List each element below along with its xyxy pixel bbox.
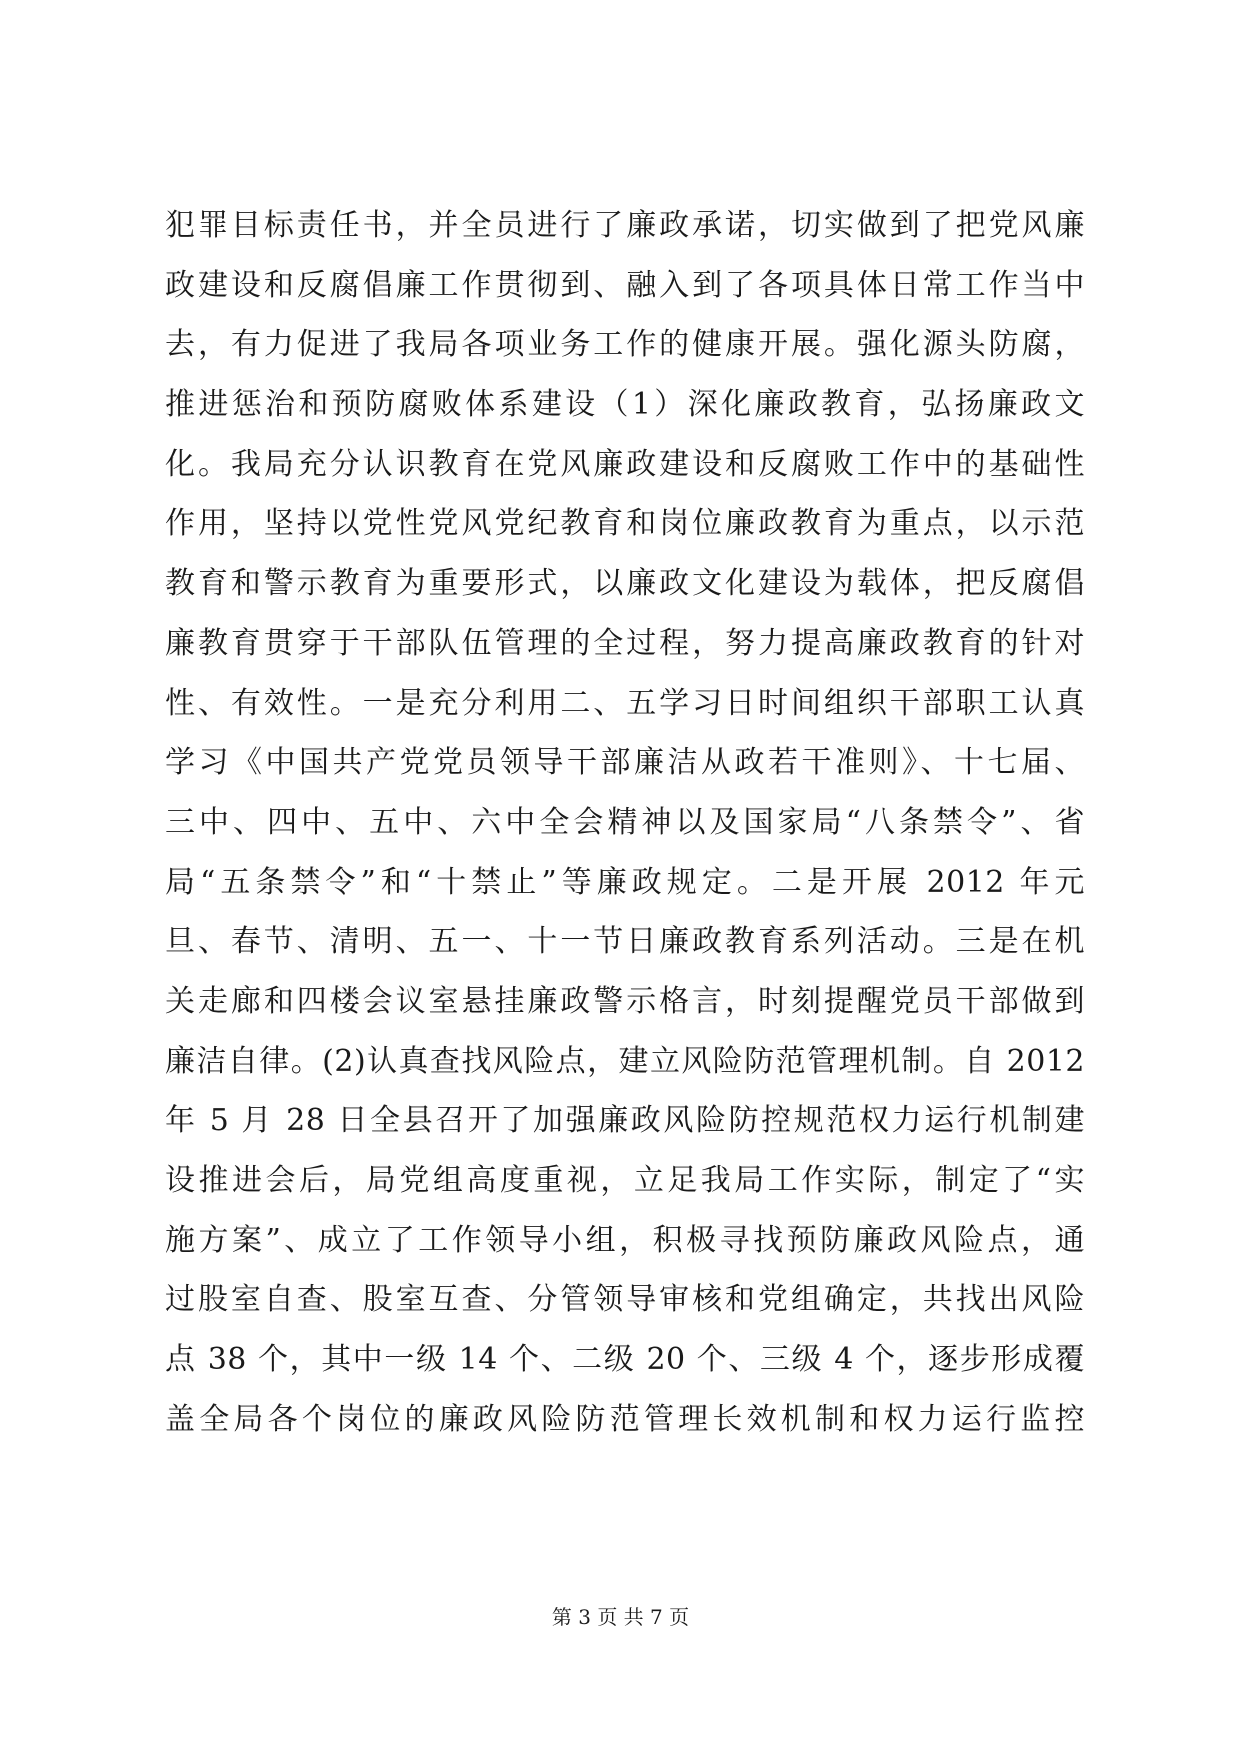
text-line: 年 5 月 28 日全县召开了加强廉政风险防控规范权力运行机制建 [165, 1103, 1085, 1139]
text-line: 犯罪目标责任书，并全员进行了廉政承诺，切实做到了把党风廉 [165, 208, 1085, 243]
text-line: 教育和警示教育为重要形式，以廉政文化建设为载体，把反腐倡 [165, 566, 1085, 602]
text-line: 点 38 个，其中一级 14 个、二级 20 个、三级 4 个，逐步形成覆 [165, 1342, 1085, 1378]
text-line: 政建设和反腐倡廉工作贯彻到、融入到了各项具体日常工作当中 [165, 267, 1085, 303]
text-line: 去，有力促进了我局各项业务工作的健康开展。强化源头防腐， [165, 327, 1085, 363]
text-line: 施方案”、成立了工作领导小组，积极寻找预防廉政风险点，通 [165, 1222, 1085, 1258]
text-line: 廉洁自律。(2)认真查找风险点，建立风险防范管理机制。自 2012 [165, 1043, 1085, 1079]
text-line: 作用，坚持以党性党风党纪教育和岗位廉政教育为重点，以示范 [165, 506, 1085, 542]
text-line: 廉教育贯穿于干部队伍管理的全过程，努力提高廉政教育的针对 [165, 625, 1085, 661]
body-text [165, 196, 1085, 1449]
page-number-footer: 第 3 页 共 7 页 [551, 1605, 690, 1629]
text-line: 性、有效性。一是充分利用二、五学习日时间组织干部职工认真 [165, 685, 1085, 721]
text-line: 旦、春节、清明、五一、十一节日廉政教育系列活动。三是在机 [165, 924, 1085, 960]
text-line: 化。我局充分认识教育在党风廉政建设和反腐败工作中的基础性 [165, 446, 1085, 482]
text-line: 设推进会后，局党组高度重视，立足我局工作实际，制定了“实 [165, 1163, 1085, 1198]
text-line: 三中、四中、五中、六中全会精神以及国家局“八条禁令”、省 [165, 804, 1085, 840]
text-line: 局“五条禁令”和“十禁止”等廉政规定。二是开展 2012 年元 [165, 864, 1085, 900]
text-line: 过股室自查、股室互查、分管领导审核和党组确定，共找出风险 [165, 1282, 1085, 1318]
text-line: 关走廊和四楼会议室悬挂廉政警示格言，时刻提醒党员干部做到 [165, 983, 1085, 1019]
text-line: 推进惩治和预防腐败体系建设（1）深化廉政教育，弘扬廉政文 [165, 387, 1085, 423]
text-line: 盖全局各个岗位的廉政风险防范管理长效机制和权力运行监控 [165, 1401, 1085, 1437]
text-line: 学习《中国共产党党员领导干部廉洁从政若干准则》、十七届、 [165, 745, 1085, 781]
